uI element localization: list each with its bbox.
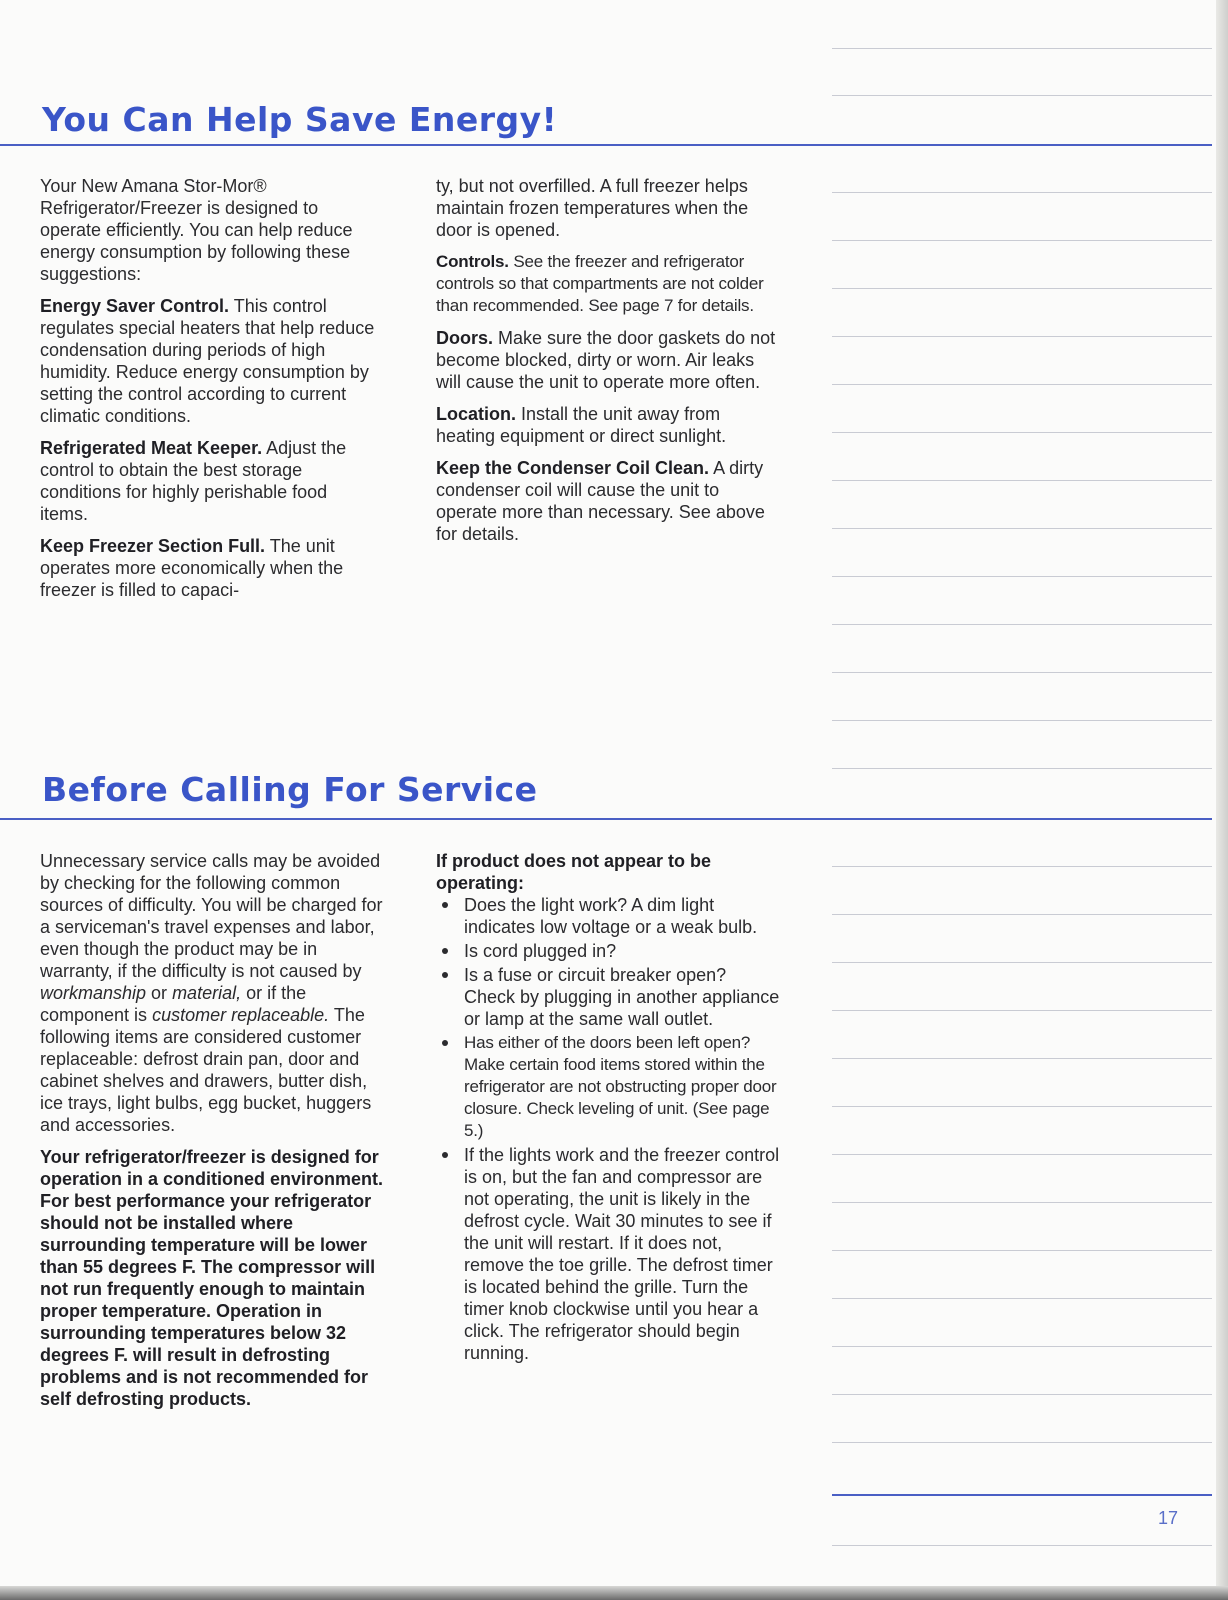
meat-keeper-text: Adjust the control to obtain the best storage conditions for highly perishable food items. — [40, 438, 347, 524]
service-intro-workmanship: workmanship — [40, 983, 147, 1003]
service-intro-material: material, — [172, 983, 242, 1003]
note-line — [832, 288, 1212, 289]
service-column-right — [436, 850, 781, 1366]
note-line — [832, 962, 1212, 963]
section-rule-energy — [0, 144, 1212, 146]
note-line — [832, 768, 1212, 769]
not-operating-heading-wrap — [436, 850, 781, 894]
note-line — [832, 866, 1212, 867]
note-line — [832, 432, 1212, 433]
service-intro-customer-replaceable: customer replaceable. — [152, 1005, 330, 1025]
meat-keeper-paragraph — [40, 437, 380, 525]
list-item: Is cord plugged in? — [436, 940, 781, 962]
controls-paragraph — [436, 251, 781, 317]
controls-heading: Controls. — [436, 252, 509, 271]
not-operating-heading: If product does not appear to be operating: — [436, 851, 712, 893]
energy-saver-heading: Energy Saver Control. — [40, 296, 230, 316]
note-line — [832, 192, 1212, 193]
energy-column-left — [40, 175, 380, 611]
coil-heading: Keep the Condenser Coil Clean. — [436, 458, 710, 478]
freezer-full-paragraph — [40, 535, 380, 601]
note-line — [832, 1442, 1212, 1443]
page-number: 17 — [1158, 1508, 1179, 1528]
note-line — [832, 1154, 1212, 1155]
note-line — [832, 1250, 1212, 1251]
list-item: Does the light work? A dim light indicates low voltage or a weak bulb. — [436, 894, 781, 938]
doors-text: Make sure the door gaskets do not become blocked, dirty or worn. Air leaks will cause the unit to operate more often. — [436, 328, 776, 392]
energy-saver-paragraph — [40, 295, 380, 427]
list-item: If the lights work and the freezer control is on, but the fan and compressor are not operating, the unit is likely in the defrost cycle. Wait 30 minutes to see if the unit will restart. If it does not, remove the toe grille. The defrost timer is located behind the grille. Turn the timer knob clockwise until you hear a click. The refrigerator should begin running. — [436, 1144, 781, 1364]
location-paragraph — [436, 403, 781, 447]
note-line — [832, 384, 1212, 385]
page-edge-right — [1216, 0, 1228, 1600]
section-title-service: Before Calling For Service — [42, 770, 538, 809]
note-line — [832, 672, 1212, 673]
note-line — [832, 1010, 1212, 1011]
energy-column-right — [436, 175, 781, 555]
note-line — [832, 624, 1212, 625]
section-title-energy: You Can Help Save Energy! — [42, 100, 558, 139]
environment-note-text: Your refrigerator/freezer is designed for operation in a conditioned environment. For best performance your refrigerator should not be installed where surrounding temperature will be lower than 55 degrees F. The compressor will not run frequently enough to maintain proper temperature. Operation in surrounding temperatures below 32 degrees F. will result in defrosting problems and is not recommended for self defrosting products. — [40, 1147, 384, 1409]
service-intro — [40, 850, 385, 1136]
note-line — [832, 480, 1212, 481]
meat-keeper-heading: Refrigerated Meat Keeper. — [40, 438, 263, 458]
location-text: Install the unit away from heating equipment or direct sunlight. — [436, 404, 727, 446]
note-line — [832, 336, 1212, 337]
service-intro-part-a: Unnecessary service calls may be avoided by checking for the following common sources of difficulty. You will be charged for a serviceman's travel expenses and labor, even though the product may be in warranty, if the difficulty is not caused by — [40, 851, 383, 981]
doors-heading: Doors. — [436, 328, 494, 348]
controls-text: See the freezer and refrigerator controls so that compartments are not colder than recommended. See page 7 for details. — [436, 252, 764, 315]
service-intro-part-c: The following items are considered customer replaceable: defrost drain pan, door and cabinet shelves and drawers, butter dish, ice trays, light bulbs, egg bucket, huggers and accessories. — [40, 1005, 372, 1135]
list-item: Is a fuse or circuit breaker open? Check by plugging in another appliance or lamp at the same wall outlet. — [436, 964, 781, 1030]
note-line — [832, 720, 1212, 721]
note-line — [832, 95, 1212, 96]
note-line — [832, 1346, 1212, 1347]
note-line — [832, 1545, 1212, 1546]
location-heading: Location. — [436, 404, 516, 424]
energy-intro: Your New Amana Stor-Mor® Refrigerator/Freezer is designed to operate efficiently. You can help reduce energy consumption by following these suggestions: — [40, 176, 353, 284]
service-intro-or: or — [146, 983, 173, 1003]
note-line — [832, 1394, 1212, 1395]
troubleshooting-list — [436, 894, 781, 1364]
section-rule-service — [0, 818, 1212, 820]
note-line — [832, 1202, 1212, 1203]
note-line — [832, 528, 1212, 529]
note-line — [832, 240, 1212, 241]
note-line — [832, 1058, 1212, 1059]
doors-paragraph — [436, 327, 781, 393]
note-line — [832, 576, 1212, 577]
list-item: Has either of the doors been left open? Make certain food items stored within the refrigerator are not obstructing proper door closure. Check leveling of unit. (See page 5.) — [436, 1032, 781, 1142]
page-edge-bottom — [0, 1586, 1228, 1600]
freezer-full-text: The unit operates more economically when the freezer is filled to capaci- — [40, 536, 344, 600]
footer-rule — [832, 1494, 1212, 1496]
environment-note — [40, 1146, 385, 1410]
energy-saver-text: This control regulates special heaters that help reduce condensation during periods of high humidity. Reduce energy consumption by setting the control according to current climatic conditions. — [40, 296, 375, 426]
note-line — [832, 48, 1212, 49]
note-line — [832, 1106, 1212, 1107]
note-line — [832, 914, 1212, 915]
service-intro-part-b: or if the component is — [40, 983, 307, 1025]
note-line — [832, 1298, 1212, 1299]
coil-text: A dirty condenser coil will cause the unit to operate more than necessary. See above for details. — [436, 458, 765, 544]
coil-paragraph — [436, 457, 781, 545]
service-column-left — [40, 850, 385, 1420]
freezer-full-heading: Keep Freezer Section Full. — [40, 536, 266, 556]
freezer-full-continued: ty, but not overfilled. A full freezer helps maintain frozen temperatures when the door is opened. — [436, 176, 749, 240]
